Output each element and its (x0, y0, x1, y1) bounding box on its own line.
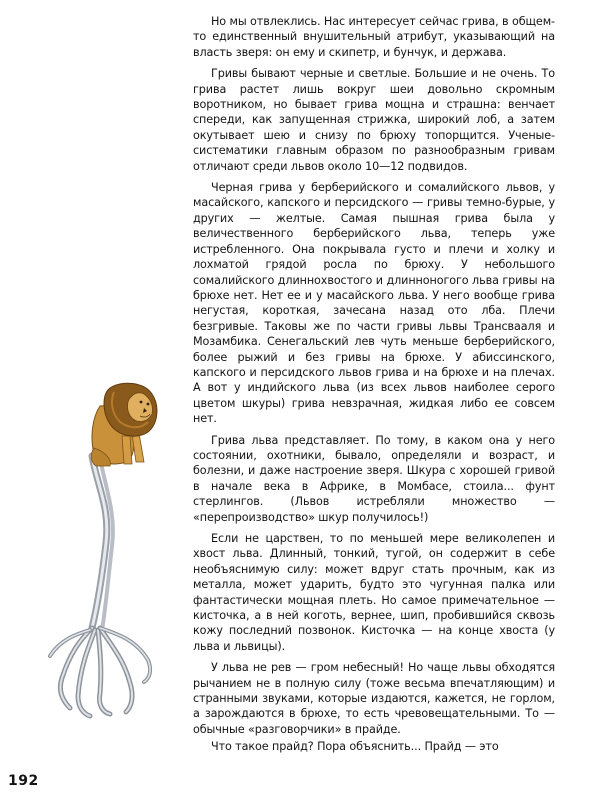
paragraph-pride-question: Что такое прайд? Пора объяснить... Прайд — это (211, 740, 499, 754)
paragraph-mane-types: Гривы бывают черные и светлые. Большие и не очень. То грива растет лишь вокруг шеи довольно скромным воротником, но бывает грива мощна и страшна: венчает спереди, как запущенная стрижка, широкий лоб, а затем окутывает шею и снизу по брюху топорщится. Ученые-систематики главным образом по разнообразным гривам отличают среди львов около 10—12 подвидов. (193, 67, 555, 173)
lion-body-shape (91, 383, 157, 466)
tail-tuft-shape (50, 628, 150, 716)
paragraph-mane-value: Грива льва представляет. По тому, в каком она у него состоянии, охотники, бывало, определяли и возраст, и болезни, и даже настроение зверя. Шкура с хорошей гривой в начале века в Африке, в Момбасе, стоила... фунт стерлингов. (Львов истребляли множество — «перепроизводство» шкур получилось!) (193, 433, 555, 524)
article-text-column (193, 14, 555, 761)
lion-with-long-tail-illustration (40, 378, 190, 728)
paragraph-lion-roar: У льва не рев — гром небесный! Но чаще львы обходятся рычанием не в полную силу (тоже весьма впечатляющим) и странными звуками, которые издаются, кажется, не горлом, а зарождаются в брюхе, то есть чревовещательными. То — обычные «разговорчики» в прайде. (193, 661, 555, 736)
lion-tail-shape (92, 456, 113, 630)
page-number: 192 (8, 773, 39, 789)
paragraph-mane-intro: Но мы отвлеклись. Нас интересует сейчас грива, в общем-то единственный внушительный атрибут, указывающий на власть зверя: он ему и скипетр, и бунчук, и держава. (193, 15, 555, 59)
paragraph-mane-subspecies: Черная грива у берберийского и сомалийского львов, у масайского, капского и персидского — гривы темно-бурые, у других — желтые. Самая пышная грива была у величественного берберийского льва, теперь уже истребленного. Она покрывала густо и плечи и холку и лохматой грядой росла по брюху. У небольшого сомалийского длиннохвостого и длинноногого льва гривы на брюхе нет. Нет ее и у масайского льва. У него вообще грива негустая, короткая, зачесана назад ото лба. Плечи безгривые. Таковы же по части гривы львы Трансвааля и Мозамбика. Сенегальский лев чуть меньше берберийского, более рыжий и без гривы на брюхе. У абиссинского, капского и персидского львов грива и на брюхе и на плечах. А вот у индийского льва (из всех львов наиболее серого цветом шкуры) грива невзрачная, жидкая либо ее совсем нет. (193, 181, 555, 426)
paragraph-lion-tail: Если не царствен, то по меньшей мере великолепен и хвост льва. Длинный, тонкий, тугой, он содержит в себе необъяснимую силу: может вдруг стать прочным, как из металла, может ударить, будто это чугунная палка или фантастически мощная плеть. Но самое примечательное — кисточка, а в ней коготь, вернее, шип, пробившийся сквозь кожу последний позвонок. Кисточка — на конце хвоста (у льва и львицы). (193, 532, 555, 653)
